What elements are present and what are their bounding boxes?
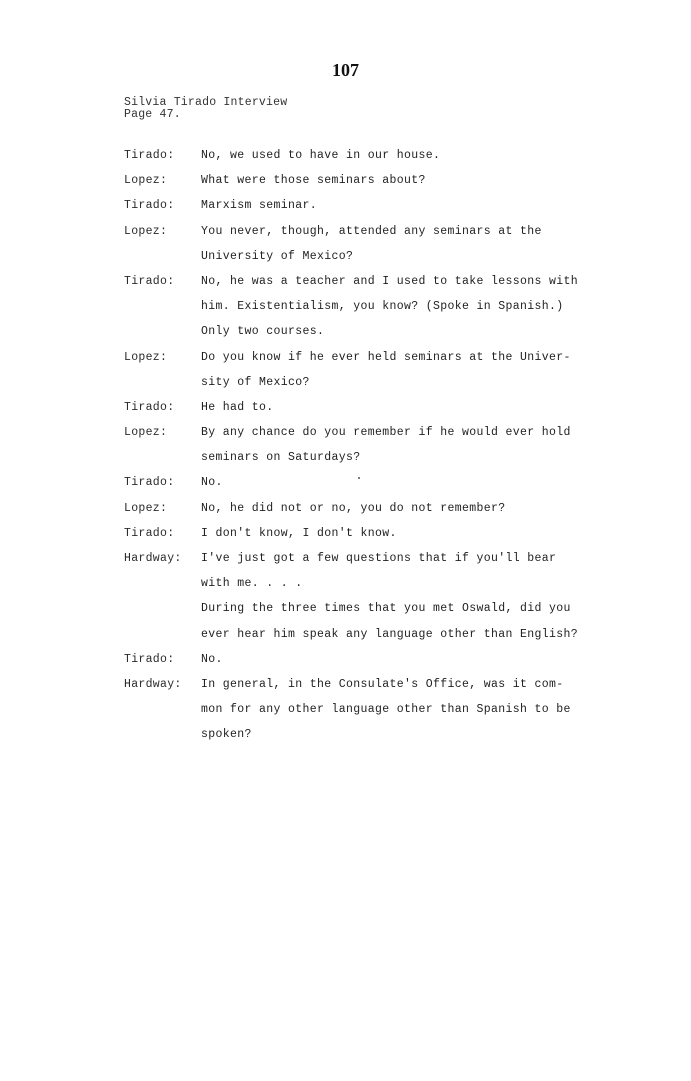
transcript-entry — [124, 269, 604, 345]
transcript-entry — [124, 219, 604, 269]
interview-title: Silvia Tirado Interview — [124, 96, 288, 109]
page-number: 107 — [332, 60, 359, 80]
speech-text — [201, 672, 604, 748]
transcript-entry — [124, 672, 604, 748]
speech-line: Do you know if he ever held seminars at the Univer- — [201, 350, 571, 364]
speech-line: ever hear him speak any language other than English? — [201, 627, 579, 641]
speaker-label: Tirado: — [124, 476, 175, 490]
speech-line: What were those seminars about? — [201, 174, 426, 188]
speech-line: Only two courses. — [201, 325, 325, 339]
speech-text — [201, 269, 604, 345]
speech-text — [201, 521, 604, 546]
speaker-label: Lopez: — [124, 174, 168, 188]
speaker-label: Tirado: — [124, 652, 175, 666]
speaker-label: Lopez: — [124, 350, 168, 364]
speech-text — [201, 143, 604, 168]
transcript-entry — [124, 546, 604, 647]
speaker-label: Hardway: — [124, 552, 182, 565]
speech-line: He had to. — [201, 400, 274, 414]
speaker-label: Tirado: — [124, 199, 175, 213]
transcript-entry — [124, 496, 604, 521]
speech-line: spoken? — [201, 728, 252, 742]
speaker-label: Lopez: — [124, 501, 168, 515]
speech-line: Marxism seminar. — [201, 199, 318, 213]
speech-line: No. — [201, 652, 223, 666]
stray-ink-mark — [358, 477, 360, 479]
speech-text — [201, 193, 604, 218]
speech-line: sity of Mexico? — [201, 375, 310, 389]
speech-line: No. — [201, 476, 223, 490]
speaker-label: Tirado: — [124, 274, 175, 288]
speech-text — [201, 395, 604, 420]
speech-line: seminars on Saturdays? — [201, 451, 361, 465]
transcript-entry — [124, 143, 604, 168]
speech-text — [201, 345, 604, 395]
transcript-entry — [124, 168, 604, 193]
speech-text — [201, 420, 604, 470]
speech-line: with me. . . . — [201, 577, 303, 591]
speech-line: mon for any other language other than Spanish to be — [201, 703, 571, 717]
page-reference: Page 47. — [124, 108, 181, 121]
speech-text — [201, 496, 604, 521]
speech-line: By any chance do you remember if he would ever hold — [201, 426, 571, 440]
speaker-label: Lopez: — [124, 224, 168, 238]
speech-line: him. Existentialism, you know? (Spoke in Spanish.) — [201, 300, 564, 314]
speech-line: I've just got a few questions that if you'll bear — [201, 552, 557, 565]
transcript-entry — [124, 521, 604, 546]
speaker-label: Lopez: — [124, 426, 168, 440]
speech-line: No, we used to have in our house. — [201, 149, 441, 162]
speech-line: No, he was a teacher and I used to take lessons with — [201, 274, 579, 288]
speaker-label: Tirado: — [124, 400, 175, 414]
speaker-label: Tirado: — [124, 149, 175, 162]
transcript-entry — [124, 193, 604, 218]
speaker-label: Tirado: — [124, 526, 175, 540]
speech-text — [201, 470, 604, 495]
speech-line: University of Mexico? — [201, 249, 354, 263]
speech-line: I don't know, I don't know. — [201, 526, 397, 540]
transcript-entry — [124, 647, 604, 672]
transcript-entry — [124, 420, 604, 470]
speech-line: No, he did not or no, you do not remember? — [201, 501, 506, 515]
speaker-label: Hardway: — [124, 677, 182, 691]
transcript-entry — [124, 470, 604, 495]
speech-text — [201, 546, 604, 647]
transcript-entry — [124, 395, 604, 420]
speech-text — [201, 647, 604, 672]
transcript-body — [124, 143, 604, 748]
speech-text — [201, 168, 604, 193]
speech-line: During the three times that you met Oswald, did you — [201, 602, 571, 616]
speech-text — [201, 219, 604, 269]
document-header — [124, 97, 287, 121]
speech-line: In general, in the Consulate's Office, was it com- — [201, 677, 564, 691]
speech-line: You never, though, attended any seminars at the — [201, 224, 542, 238]
transcript-entry — [124, 345, 604, 395]
